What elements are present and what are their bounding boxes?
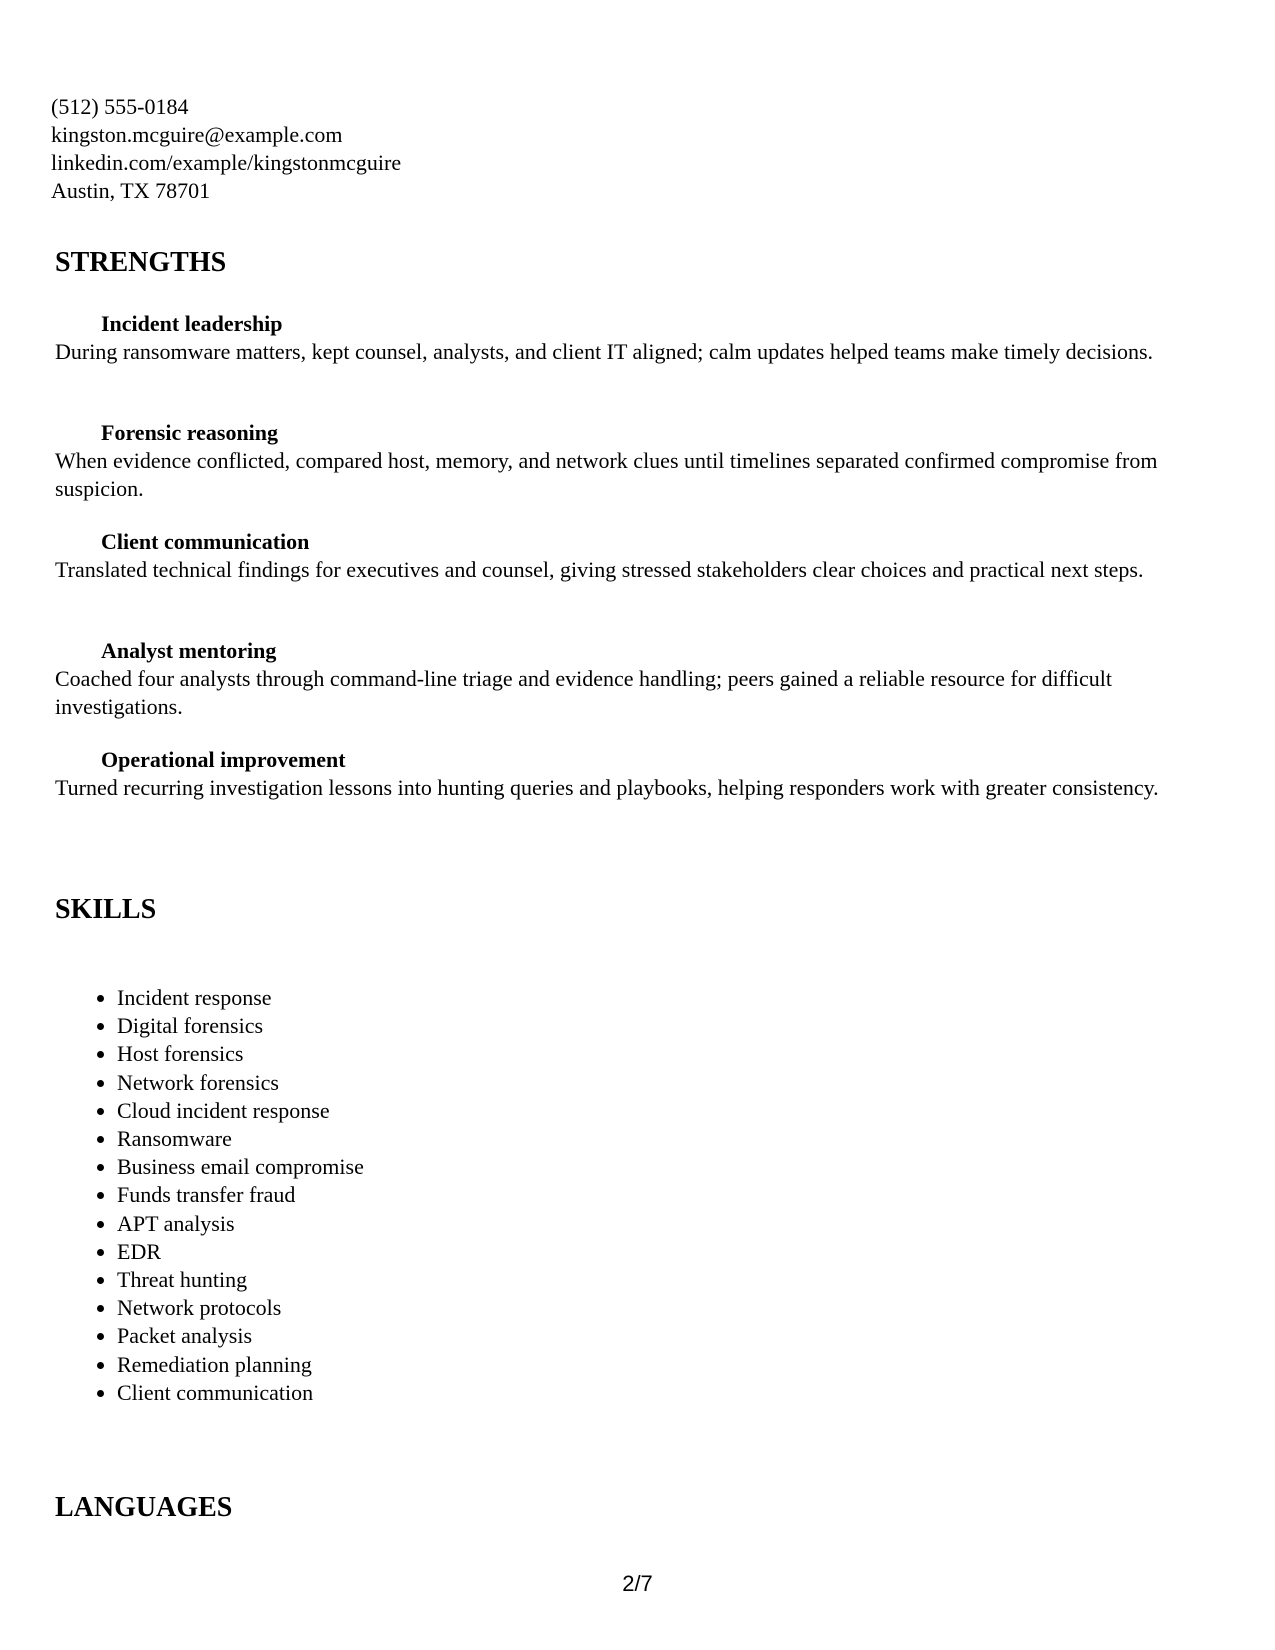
list-item: • Ransomware xyxy=(117,1125,364,1153)
strength-item xyxy=(55,310,1220,366)
list-item: • APT analysis xyxy=(117,1210,364,1238)
contact-block xyxy=(51,93,401,205)
strength-description: When evidence conflicted, compared host, memory, and network clues until timelines separated confirmed compromise from suspicion. xyxy=(55,448,1158,501)
strength-item xyxy=(55,528,1220,584)
skills-list xyxy=(55,984,364,1407)
list-item: • Network forensics xyxy=(117,1069,364,1097)
strength-item xyxy=(55,746,1220,802)
strength-description: Turned recurring investigation lessons into hunting queries and playbooks, helping responders work with greater consistency. xyxy=(55,775,1159,800)
list-item: • Cloud incident response xyxy=(117,1097,364,1125)
strength-description: Translated technical findings for executives and counsel, giving stressed stakeholders clear choices and practical next steps. xyxy=(55,557,1144,582)
strength-item xyxy=(55,637,1220,721)
list-item: • Digital forensics xyxy=(117,1012,364,1040)
strength-title: Client communication xyxy=(101,529,310,554)
strength-description: During ransomware matters, kept counsel, analysts, and client IT aligned; calm updates helped teams make timely decisions. xyxy=(55,339,1154,364)
list-item: • Client communication xyxy=(117,1379,364,1407)
list-item: • Host forensics xyxy=(117,1040,364,1068)
skills-heading: SKILLS xyxy=(55,894,157,925)
page-number: 2/7 xyxy=(622,1571,653,1596)
strength-title: Analyst mentoring xyxy=(101,638,277,663)
languages-heading: LANGUAGES xyxy=(55,1492,233,1523)
strength-title: Operational improvement xyxy=(101,747,346,772)
contact-linkedin: linkedin.com/example/kingstonmcguire xyxy=(51,150,402,175)
list-item: • Packet analysis xyxy=(117,1322,364,1350)
list-item: • Business email compromise xyxy=(117,1153,364,1181)
list-item: • EDR xyxy=(117,1238,364,1266)
strengths-heading: STRENGTHS xyxy=(55,247,227,278)
strength-title: Incident leadership xyxy=(101,311,283,336)
list-item: • Remediation planning xyxy=(117,1351,364,1379)
strength-title: Forensic reasoning xyxy=(101,420,279,445)
strength-description: Coached four analysts through command-line triage and evidence handling; peers gained a reliable resource for difficult investigations. xyxy=(55,666,1113,719)
list-item: • Network protocols xyxy=(117,1294,364,1322)
strength-item xyxy=(55,419,1220,503)
list-item: • Threat hunting xyxy=(117,1266,364,1294)
contact-location: Austin, TX 78701 xyxy=(51,178,211,203)
list-item: • Funds transfer fraud xyxy=(117,1181,364,1209)
contact-email: kingston.mcguire@example.com xyxy=(51,122,343,147)
list-item: • Incident response xyxy=(117,984,364,1012)
contact-phone: (512) 555-0184 xyxy=(51,94,189,119)
